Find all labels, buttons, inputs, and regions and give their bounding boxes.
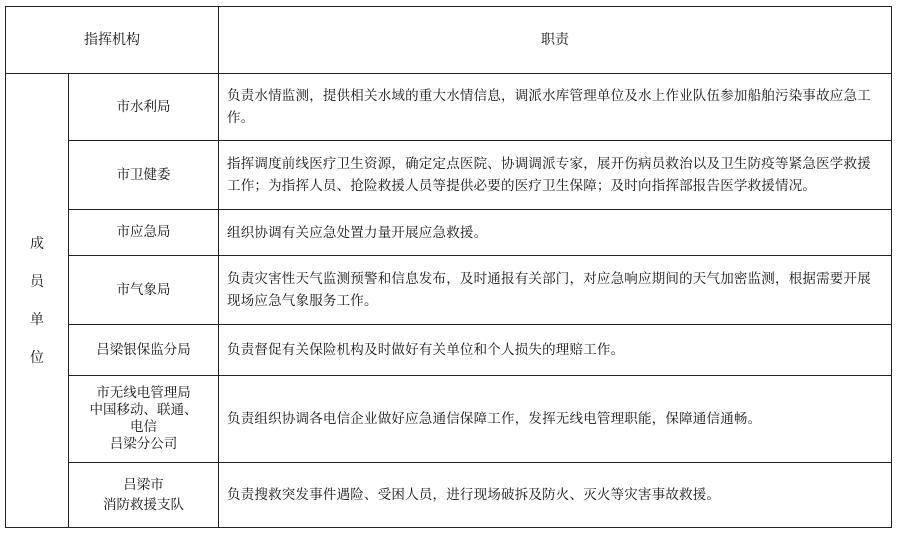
group-char: 单 bbox=[30, 311, 44, 328]
unit-name-line: 中国移动、联通、 bbox=[89, 402, 198, 418]
unit-cell bbox=[69, 325, 219, 376]
duty-cell: 负责督促有关保险机构及时做好有关单位和个人损失的理赔工作。 bbox=[219, 325, 892, 376]
duty-cell: 组织协调有关应急处置力量开展应急救援。 bbox=[219, 210, 892, 256]
duty-cell: 负责水情监测，提供相关水域的重大水情信息，调派水库管理单位及水上作业队伍参加船舶污染事故应急工作。 bbox=[219, 74, 892, 141]
unit-name: 市气象局 bbox=[116, 281, 171, 298]
table-row bbox=[6, 325, 892, 376]
unit-cell bbox=[69, 376, 219, 463]
group-char: 员 bbox=[30, 273, 44, 290]
table-row bbox=[6, 376, 892, 463]
group-char: 位 bbox=[30, 349, 44, 366]
table-row bbox=[6, 463, 892, 528]
unit-cell bbox=[69, 210, 219, 256]
duty-cell: 指挥调度前线医疗卫生资源，确定定点医院、协调调派专家，展开伤病员救治以及卫生防疫等紧急医学救援工作；为指挥人员、抢险救援人员等提供必要的医疗卫生保障；及时向指挥部报告医学救援情况。 bbox=[219, 141, 892, 210]
duty-header-cell: 职责 bbox=[219, 7, 892, 74]
table-row bbox=[6, 141, 892, 210]
duty-cell: 负责搜救突发事件遇险、受困人员，进行现场破拆及防火、灭火等灾害事故救援。 bbox=[219, 463, 892, 528]
unit-name: 市水利局 bbox=[116, 98, 171, 115]
unit-name-line: 吕梁市 bbox=[123, 477, 164, 493]
duty-cell: 负责组织协调各电信企业做好应急通信保障工作，发挥无线电管理职能，保障通信通畅。 bbox=[219, 376, 892, 463]
unit-name-line: 电信 bbox=[130, 419, 157, 435]
group-char: 成 bbox=[30, 235, 44, 252]
unit-name-line: 吕梁分公司 bbox=[109, 436, 178, 452]
unit-name: 市应急局 bbox=[116, 224, 171, 240]
unit-cell bbox=[69, 256, 219, 325]
table-row bbox=[6, 256, 892, 325]
member-units-group-cell bbox=[6, 74, 69, 528]
unit-cell bbox=[69, 74, 219, 141]
org-header-cell: 指挥机构 bbox=[6, 7, 219, 74]
unit-name: 市卫健委 bbox=[116, 166, 171, 183]
unit-cell bbox=[69, 463, 219, 528]
unit-name: 吕梁银保监分局 bbox=[96, 341, 191, 358]
duty-cell: 负责灾害性天气监测预警和信息发布，及时通报有关部门，对应急响应期间的天气加密监测，根据需要开展现场应急气象服务工作。 bbox=[219, 256, 892, 325]
table-row bbox=[6, 74, 892, 141]
unit-name-line: 市无线电管理局 bbox=[96, 385, 191, 401]
unit-cell bbox=[69, 141, 219, 210]
table-row bbox=[6, 210, 892, 256]
responsibility-table bbox=[5, 6, 892, 528]
table-header-row bbox=[6, 7, 892, 74]
unit-name-line: 消防救援支队 bbox=[103, 497, 184, 513]
